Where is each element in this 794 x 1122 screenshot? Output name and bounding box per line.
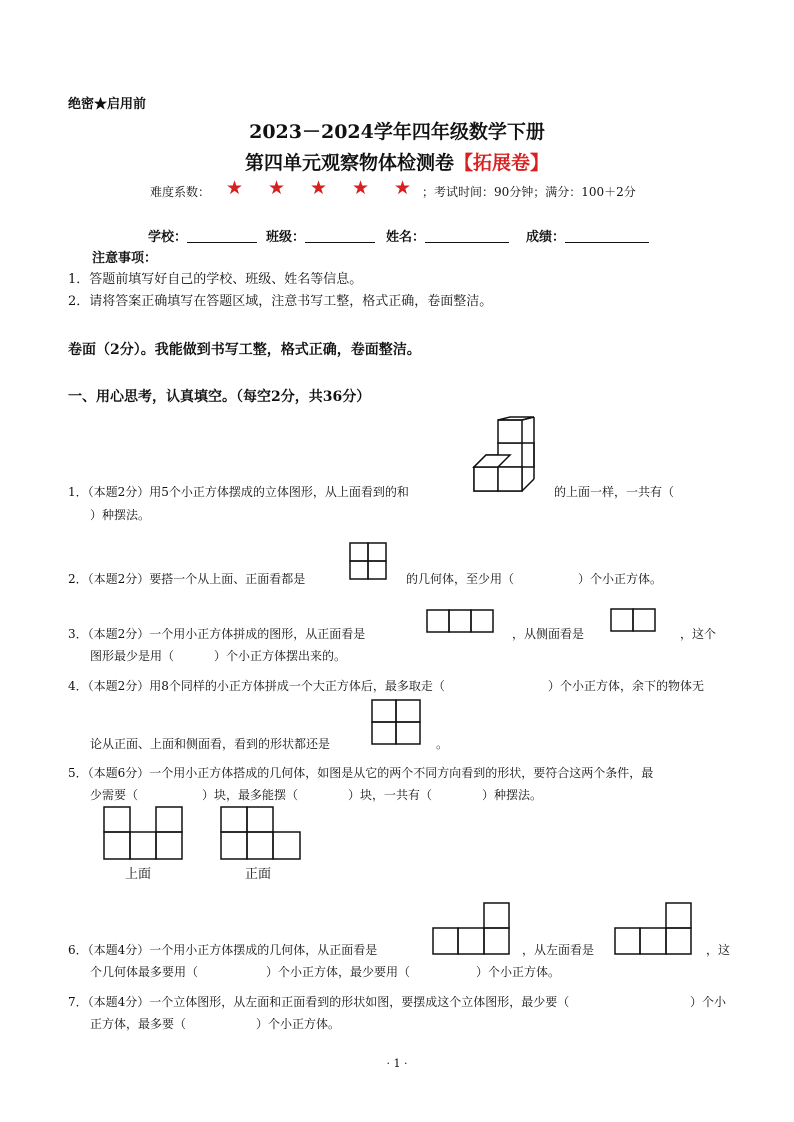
- difficulty-star-icon: ★: [268, 177, 286, 199]
- school-blank[interactable]: [187, 228, 257, 243]
- q3-text-d: 图形最少是用（: [90, 649, 175, 663]
- q2-text-a: 2．（本题2分）要搭一个从上面、正面看都是: [68, 572, 306, 586]
- field-school: [148, 226, 257, 245]
- note-item-2: 2．请将答案正确填写在答题区域，注意书写工整，格式正确，卷面整洁。: [68, 294, 493, 309]
- notes-heading: 注意事项：: [92, 251, 158, 266]
- q4-text-c: 论从正面、上面和侧面看，看到的形状都还是: [90, 737, 331, 751]
- q5-text-b: 少需要（: [90, 788, 139, 802]
- field-name: [386, 226, 509, 245]
- exam-title: 2023－2024学年四年级数学下册: [249, 121, 545, 143]
- name-blank[interactable]: [425, 228, 509, 243]
- q7-text-b: ）个小: [690, 995, 727, 1009]
- secret-label: 绝密★启用前: [68, 97, 147, 112]
- name-label: 姓名：: [386, 230, 426, 245]
- q5-text-d: ）块，一共有（: [348, 788, 433, 802]
- difficulty-star-icon: ★: [226, 177, 244, 199]
- q7-text-c: 正方体，最多要（: [90, 1017, 187, 1031]
- school-label: 学校：: [148, 230, 188, 245]
- class-label: 班级：: [266, 230, 306, 245]
- q4-text-a: 4．（本题2分）用8个同样的小正方体拼成一个大正方体后，最多取走（: [68, 679, 445, 693]
- q5-text-a: 5．（本题6分）一个用小正方体搭成的几何体，如图是从它的两个不同方向看到的形状，要符合这两个条件，最: [68, 766, 654, 780]
- note-item-1: 1．答题前填写好自己的学校、班级、姓名等信息。: [68, 272, 363, 287]
- q1-text-b: 的上面一样，一共有（: [554, 485, 675, 499]
- q1-text-c: ）种摆法。: [90, 508, 151, 522]
- difficulty-star-icon: ★: [352, 177, 370, 199]
- q4-text-d: 。: [436, 737, 449, 751]
- q6-figures: [0, 0, 1, 1]
- q6-text-e: ）个小正方体，最少要用（: [266, 965, 411, 979]
- subtitle-main: 第四单元观察物体检测卷: [244, 152, 454, 174]
- q3-text-e: ）个小正方体摆出来的。: [214, 649, 347, 663]
- subtitle-tag: 【拓展卷】: [454, 152, 550, 174]
- q6-text-d: 个几何体最多要用（: [90, 965, 199, 979]
- q3-text-a: 3．（本题2分）一个用小正方体拼成的图形，从正面看是: [68, 627, 366, 641]
- section1-title: 一、用心思考，认真填空。（每空2分，共36分）: [68, 389, 371, 405]
- class-blank[interactable]: [305, 228, 375, 243]
- q4-text-b: ）个小正方体，余下的物体无: [548, 679, 705, 693]
- q6-text-c: ，这: [706, 943, 731, 957]
- q6-text-a: 6．（本题4分）一个用小正方体摆成的几何体，从正面看是: [68, 943, 378, 957]
- q1-text-a: 1．（本题2分）用5个小正方体摆成的立体图形，从上面看到的和: [68, 485, 409, 499]
- q5-text-c: ）块，最多能摆（: [202, 788, 299, 802]
- difficulty-label: 难度系数：: [150, 185, 211, 199]
- score-blank[interactable]: [565, 228, 649, 243]
- exam-subtitle: [0, 148, 794, 175]
- q5-front-label: 正面: [245, 867, 272, 882]
- q7-text-d: ）个小正方体。: [256, 1017, 341, 1031]
- exam-info: ；考试时间：90分钟；满分：100＋2分: [422, 185, 636, 199]
- q2-text-c: ）个小正方体。: [578, 572, 663, 586]
- q3-text-c: ，这个: [680, 627, 717, 641]
- q5-top-label: 上面: [125, 867, 152, 882]
- field-score: [526, 226, 649, 245]
- score-label: 成绩：: [526, 230, 566, 245]
- difficulty-star-icon: ★: [310, 177, 328, 199]
- q7-text-a: 7．（本题4分）一个立体图形，从左面和正面看到的形状如图，要摆成这个立体图形，最少要（: [68, 995, 570, 1009]
- q6-text-b: ，从左面看是: [522, 943, 595, 957]
- q3-text-b: ，从侧面看是: [512, 627, 585, 641]
- q2-text-b: 的几何体，至少用（: [406, 572, 515, 586]
- difficulty-star-icon: ★: [394, 177, 412, 199]
- neatness-statement: 卷面（2分）。我能做到书写工整，格式正确，卷面整洁。: [68, 342, 421, 358]
- q5-text-e: ）种摆法。: [482, 788, 543, 802]
- field-class: [266, 226, 375, 245]
- q6-text-f: ）个小正方体。: [476, 965, 561, 979]
- page-number: · 1 ·: [386, 1057, 408, 1070]
